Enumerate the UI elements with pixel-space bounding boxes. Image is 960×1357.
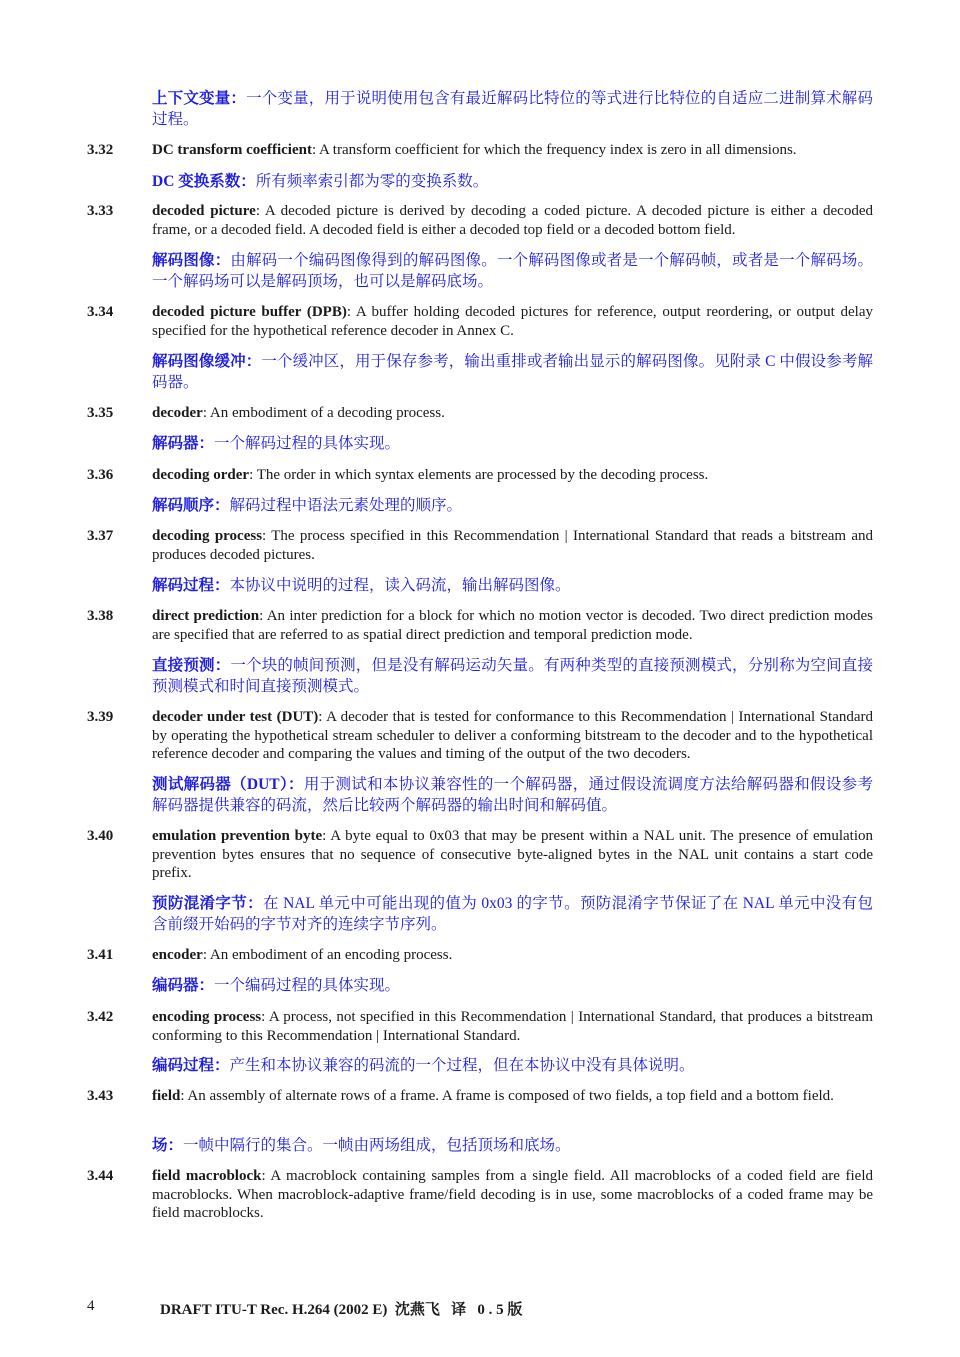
english-definition: emulation prevention byte: A byte equal to 0x03 that may be present within a NAL unit. The presence of emulation prevention bytes ensures that no sequence of consecutive byte-aligned bytes in the NAL unit contains a start code prefix. bbox=[152, 828, 874, 881]
entry-number: 3.43 bbox=[87, 1088, 114, 1104]
entry-number: 3.32 bbox=[87, 142, 114, 158]
entry-number: 3.36 bbox=[87, 467, 114, 483]
entry-number: 3.39 bbox=[87, 709, 114, 725]
entry-number: 3.38 bbox=[87, 608, 114, 624]
chinese-definition: 解码图像缓冲：一个缓冲区，用于保存参考，输出重排或者输出显示的解码图像。见附录 C 中假设参考解码器。 bbox=[152, 353, 873, 391]
chinese-definition: 解码过程：本协议中说明的过程，读入码流，输出解码图像。 bbox=[152, 577, 571, 594]
page-number: 4 bbox=[87, 1298, 95, 1314]
chinese-definition: DC 变换系数：所有频率索引都为零的变换系数。 bbox=[152, 173, 489, 190]
chinese-definition: 解码图像：由解码一个编码图像得到的解码图像。一个解码图像或者是一个解码帧，或者是一个解码场。一个解码场可以是解码顶场，也可以是解码底场。 bbox=[152, 252, 873, 290]
english-definition: field: An assembly of alternate rows of a frame. A frame is composed of two fields, a top field and a bottom field. bbox=[152, 1088, 834, 1104]
entry-number: 3.35 bbox=[87, 405, 114, 421]
english-definition: decoder under test (DUT): A decoder that is tested for conformance to this Recommendation | International Standard by operating the hypothetical stream scheduler to deliver a conforming bitstream to the decoder and to the hypothetical reference decoder and comparing the values and timing of the output of the two decoders. bbox=[152, 709, 873, 762]
chinese-definition: 预防混淆字节：在 NAL 单元中可能出现的值为 0x03 的字节。预防混淆字节保证了在 NAL 单元中没有包含前缀开始码的字节对齐的连续字节序列。 bbox=[152, 895, 873, 933]
intro-chinese-definition: 上下文变量：一个变量，用于说明使用包含有最近解码比特位的等式进行比特位的自适应二进制算术解码过程。 bbox=[152, 90, 873, 128]
entry-number: 3.41 bbox=[87, 947, 114, 963]
english-definition: encoder: An embodiment of an encoding process. bbox=[152, 947, 453, 963]
english-definition: decoder: An embodiment of a decoding process. bbox=[152, 405, 445, 421]
english-definition: decoding process: The process specified in this Recommendation | International Standard that reads a bitstream and produces decoded pictures. bbox=[152, 528, 874, 563]
chinese-definition: 解码器：一个解码过程的具体实现。 bbox=[152, 435, 401, 452]
chinese-definition: 测试解码器（DUT）：用于测试和本协议兼容性的一个解码器，通过假设流调度方法给解码器和假设参考解码器提供兼容的码流，然后比较两个解码器的输出时间和解码值。 bbox=[152, 776, 873, 814]
english-definition: DC transform coefficient: A transform coefficient for which the frequency index is zero in all dimensions. bbox=[152, 142, 797, 158]
english-definition: decoded picture: A decoded picture is derived by decoding a coded picture. A decoded picture is either a decoded frame, or a decoded field. A decoded field is either a decoded top field or a decoded bottom field. bbox=[152, 203, 873, 238]
english-definition: direct prediction: An inter prediction for a block for which no motion vector is decoded. Two direct prediction modes are specified that are referred to as spatial direct prediction and temporal prediction mode. bbox=[152, 608, 873, 643]
entry-number: 3.37 bbox=[87, 528, 114, 544]
english-definition: decoding order: The order in which syntax elements are processed by the decoding process. bbox=[152, 467, 709, 483]
chinese-definition: 解码顺序：解码过程中语法元素处理的顺序。 bbox=[152, 497, 463, 514]
english-definition: encoding process: A process, not specified in this Recommendation | International Standard, that produces a bitstream conforming to this Recommendation | International Standard. bbox=[152, 1009, 873, 1044]
chinese-definition: 场：一帧中隔行的集合。一帧由两场组成，包括顶场和底场。 bbox=[152, 1137, 571, 1154]
english-definition: decoded picture buffer (DPB): A buffer holding decoded pictures for reference, output reordering, or output delay specified for the hypothetical reference decoder in Annex C. bbox=[152, 304, 873, 339]
entry-number: 3.40 bbox=[87, 828, 114, 844]
entry-number: 3.33 bbox=[87, 203, 114, 219]
entry-number: 3.44 bbox=[87, 1168, 114, 1184]
chinese-definition: 编码过程：产生和本协议兼容的码流的一个过程，但在本协议中没有具体说明。 bbox=[152, 1057, 695, 1074]
footer-title: DRAFT ITU-T Rec. H.264 (2002 E) 沈燕飞 译 0 . 5 版 bbox=[160, 1302, 523, 1318]
entry-number: 3.42 bbox=[87, 1009, 114, 1025]
chinese-definition: 编码器：一个编码过程的具体实现。 bbox=[152, 977, 401, 994]
entry-number: 3.34 bbox=[87, 304, 114, 320]
chinese-definition: 直接预测：一个块的帧间预测，但是没有解码运动矢量。有两种类型的直接预测模式，分别称为空间直接预测模式和时间直接预测模式。 bbox=[152, 657, 873, 695]
english-definition: field macroblock: A macroblock containing samples from a single field. All macroblocks of a coded field are field macroblocks. When macroblock-adaptive frame/field decoding is in use, some macroblocks of a coded frame may be field macroblocks. bbox=[152, 1168, 873, 1221]
